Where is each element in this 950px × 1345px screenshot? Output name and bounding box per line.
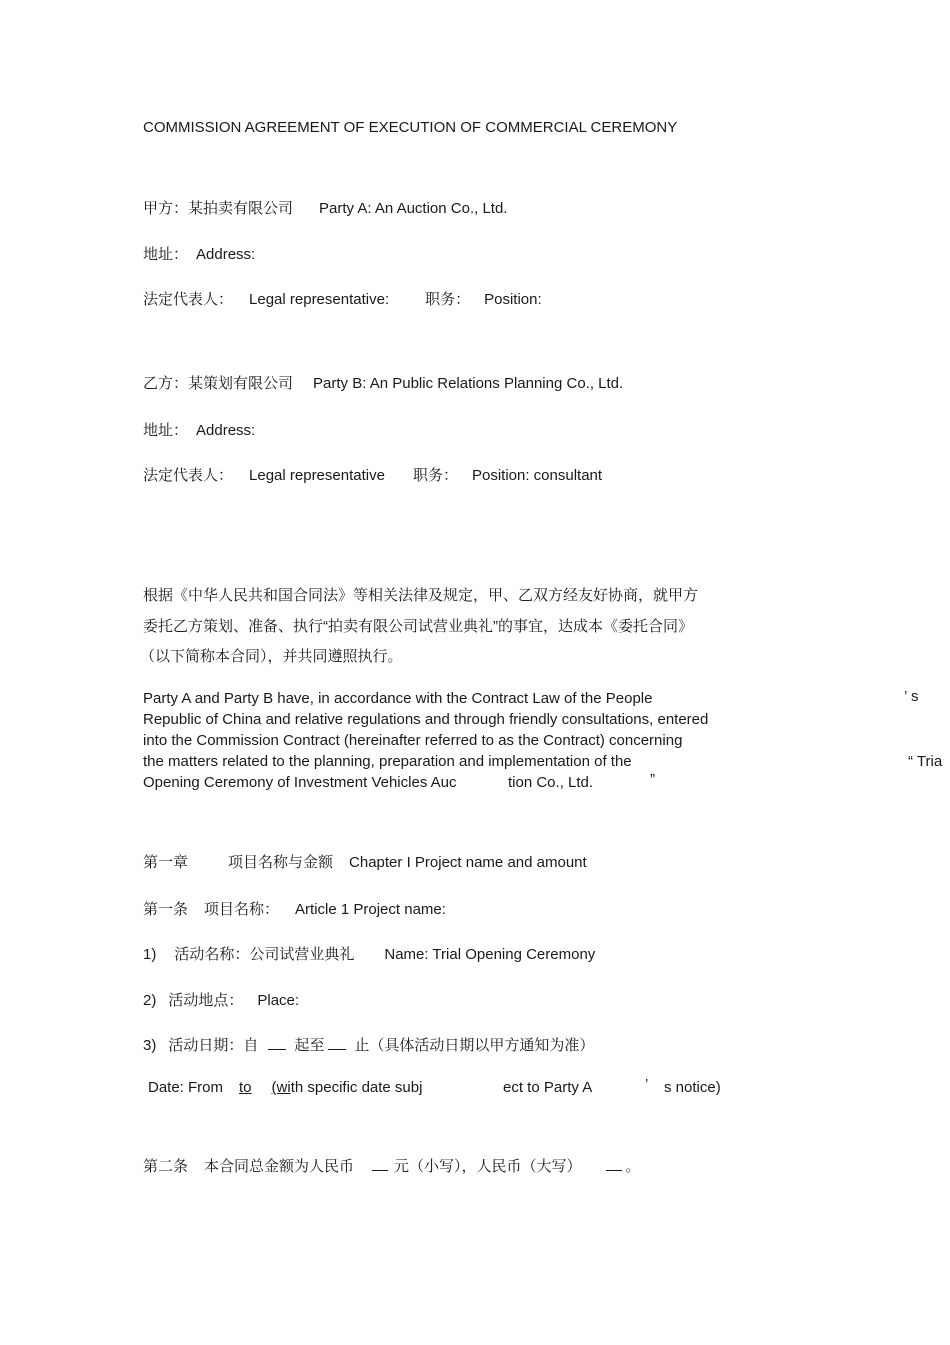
party-a-address-en: Address: <box>196 246 256 263</box>
date-en-with: (wi <box>271 1079 291 1096</box>
preamble-en-line-3: into the Commission Contract (hereinafter referred to as the Contract) concerning <box>143 732 683 749</box>
chapter-1-heading <box>143 854 587 872</box>
article-1-heading <box>143 901 446 919</box>
party-a-label-en: Party A: An Auction Co., Ltd. <box>319 200 508 217</box>
item-2-number: 2) <box>143 992 157 1009</box>
article-2-number: 第二条 <box>143 1158 189 1175</box>
item-3-cn-a: 活动日期：自 <box>168 1037 259 1054</box>
preamble-en-line-5a: Opening Ceremony of Investment Vehicles Auc <box>143 774 457 791</box>
party-b-label-cn: 乙方：某策划有限公司 <box>143 375 294 392</box>
preamble-en-line-4: the matters related to the planning, preparation and implementation of the <box>143 753 632 770</box>
preamble-cn-line-2: 委托乙方策划、准备、执行“拍卖有限公司试营业典礼”的事宜，达成本《委托合同》 <box>143 618 693 635</box>
date-en-apostrophe: ’ <box>645 1076 649 1093</box>
preamble-en-line-4-tail: “ Tria <box>908 753 943 770</box>
preamble-cn-line-3: （以下简称本合同），并共同遵照执行。 <box>140 648 403 665</box>
preamble-cn-line-1: 根据《中华人民共和国合同法》等相关法律及规定，甲、乙双方经友好协商，就甲方 <box>143 587 699 604</box>
item-3-cn-c: 止（具体活动日期以甲方通知为准） <box>354 1037 595 1054</box>
party-a-line <box>143 200 507 218</box>
article-2-end: 。 <box>625 1158 641 1175</box>
preamble-en-line-1-tail: ’ s <box>904 688 919 705</box>
article-2-line <box>143 1158 641 1176</box>
party-b-position-cn: 职务： <box>412 467 458 484</box>
amount-lower-blank <box>372 1158 388 1171</box>
party-a-rep-cn: 法定代表人： <box>143 291 234 308</box>
date-en-b: th specific date subj <box>290 1079 423 1096</box>
article-1-title-cn: 项目名称： <box>204 901 280 918</box>
document-title: COMMISSION AGREEMENT OF EXECUTION OF COMMERCIAL CEREMONY <box>143 119 678 136</box>
preamble-en-line-5-tail: ” <box>650 771 655 788</box>
party-b-rep-line <box>143 467 602 485</box>
party-b-address-cn: 地址： <box>143 422 189 439</box>
party-a-rep-en: Legal representative: <box>249 291 390 308</box>
party-a-address-cn: 地址： <box>143 246 189 263</box>
party-b-address-en: Address: <box>196 422 256 439</box>
article-2-cn-b: 元（小写），人民币（大写） <box>394 1158 582 1175</box>
amount-upper-blank <box>606 1158 622 1171</box>
item-2-cn: 活动地点： <box>168 992 244 1009</box>
chapter-1-title-cn: 项目名称与金额 <box>228 854 334 871</box>
item-1-cn: 活动名称：公司试营业典礼 <box>174 946 355 963</box>
item-3-number: 3) <box>143 1037 157 1054</box>
party-b-rep-en: Legal representative <box>249 467 385 484</box>
chapter-1-number: 第一章 <box>143 854 189 871</box>
article-1-item-2 <box>143 992 299 1010</box>
party-a-address-line <box>143 246 255 264</box>
date-en-c: ect to Party A <box>503 1079 593 1096</box>
article-1-item-3 <box>143 1037 594 1055</box>
party-a-position-en: Position: <box>484 291 542 308</box>
party-a-rep-line <box>143 291 542 309</box>
preamble-en-line-2: Republic of China and relative regulations and through friendly consultations, entered <box>143 711 709 728</box>
item-1-number: 1) <box>143 946 157 963</box>
date-en-a: Date: From <box>148 1079 224 1096</box>
preamble-en-line-1: Party A and Party B have, in accordance with the Contract Law of the People <box>143 690 653 707</box>
article-1-title-en: Article 1 Project name: <box>295 901 446 918</box>
date-start-blank <box>268 1037 286 1050</box>
item-2-en: Place: <box>257 992 300 1009</box>
party-b-address-line <box>143 422 255 440</box>
date-en-to: to <box>239 1079 252 1096</box>
party-b-rep-cn: 法定代表人： <box>143 467 234 484</box>
article-1-item-1 <box>143 946 595 964</box>
article-1-number: 第一条 <box>143 901 189 918</box>
chapter-1-title-en: Chapter I Project name and amount <box>349 854 587 871</box>
party-b-position-en: Position: consultant <box>471 467 603 484</box>
party-b-line <box>143 375 623 393</box>
date-end-blank <box>328 1037 346 1050</box>
party-a-label-cn: 甲方：某拍卖有限公司 <box>143 200 294 217</box>
article-2-cn-a: 本合同总金额为人民币 <box>204 1158 355 1175</box>
party-a-position-cn: 职务： <box>425 291 471 308</box>
date-en-d: s notice) <box>664 1079 721 1096</box>
preamble-en-line-5b: tion Co., Ltd. <box>508 774 594 791</box>
item-3-cn-b: 起至 <box>294 1037 325 1054</box>
party-b-label-en: Party B: An Public Relations Planning Co., Ltd. <box>313 375 624 392</box>
date-en-line <box>148 1079 422 1097</box>
item-1-en: Name: Trial Opening Ceremony <box>384 946 596 963</box>
